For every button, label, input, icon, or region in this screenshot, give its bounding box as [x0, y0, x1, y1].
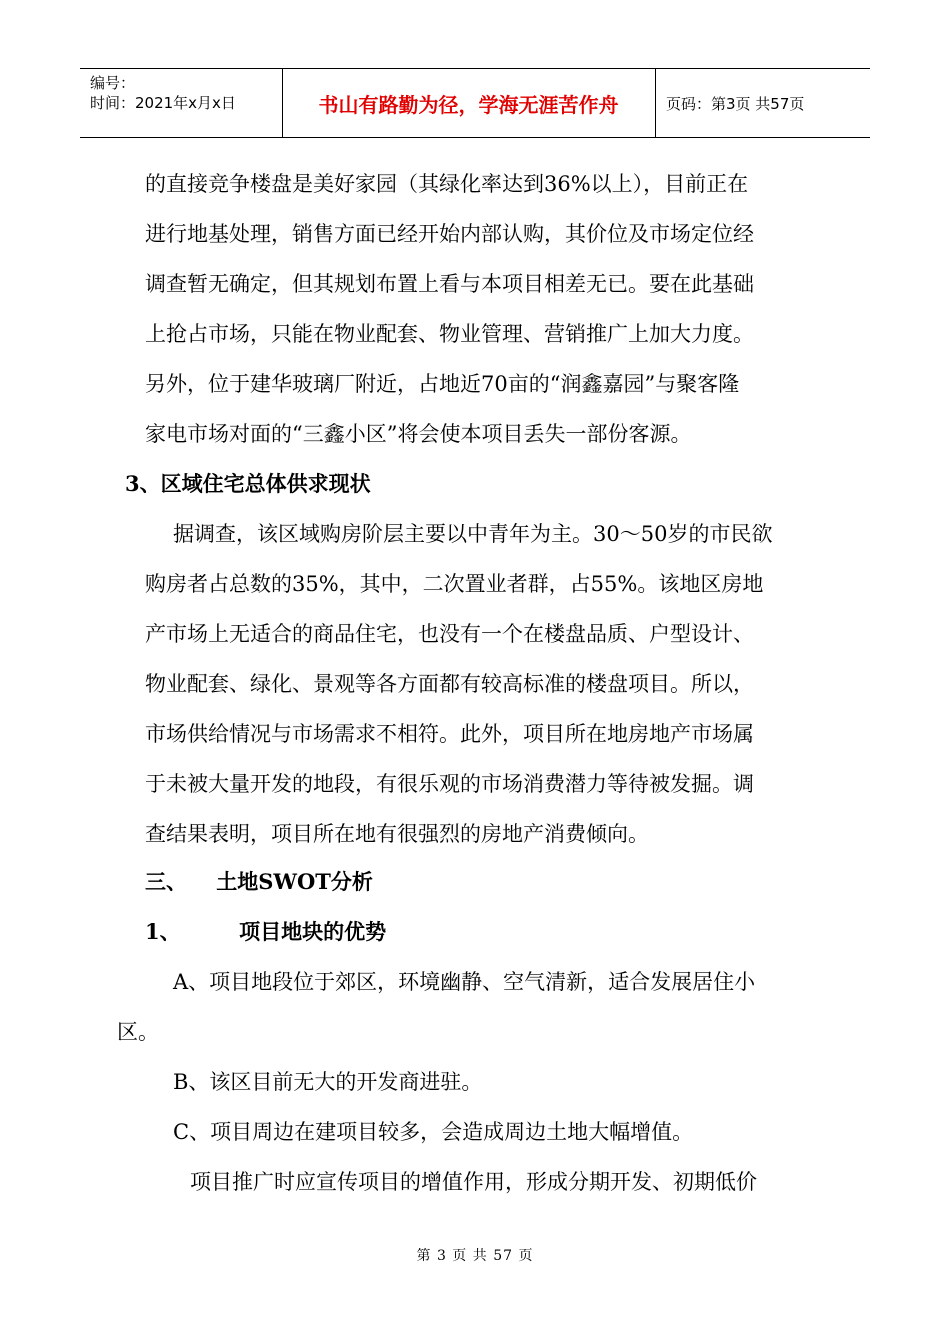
- number-label: 编号：: [90, 74, 136, 92]
- body-line: 市场供给情况与市场需求不相符。此外，项目所在地房地产市场属: [145, 722, 754, 746]
- page-footer: 第 3 页 共 57 页: [416, 1248, 534, 1264]
- body-line: 物业配套、绿化、景观等各方面都有较高标准的楼盘项目。所以，: [145, 672, 754, 696]
- body-line: 上抢占市场，只能在物业配套、物业管理、营销推广上加大力度。: [145, 322, 754, 346]
- body-line: 的直接竞争楼盘是美好家园（其绿化率达到36%以上），目前正在: [145, 172, 749, 196]
- header-page-code: 页码：第3页 共57页: [666, 95, 805, 113]
- body-line: C、项目周边在建项目较多，会造成周边土地大幅增值。: [173, 1120, 694, 1144]
- header-motto: 书山有路勤为径，学海无涯苦作舟: [318, 92, 619, 117]
- subsection-heading: 1、 项目地块的优势: [145, 919, 387, 944]
- body-line: 家电市场对面的“三鑫小区”将会使本项目丢失一部份客源。: [145, 422, 692, 446]
- body-line: 调查暂无确定，但其规划布置上看与本项目相差无已。要在此基础: [145, 272, 754, 296]
- header-divider: [655, 69, 656, 137]
- body-line: 据调查，该区域购房阶层主要以中青年为主。30～50岁的市民欲: [173, 522, 773, 546]
- body-line: 产市场上无适合的商品住宅，也没有一个在楼盘品质、户型设计、: [145, 622, 754, 646]
- document-header: [80, 68, 870, 138]
- body-line: 进行地基处理，销售方面已经开始内部认购，其价位及市场定位经: [145, 222, 754, 246]
- body-line: 另外，位于建华玻璃厂附近，占地近70亩的“润鑫嘉园”与聚客隆: [145, 372, 740, 396]
- body-line: 区。: [117, 1020, 159, 1044]
- body-line: 项目推广时应宣传项目的增值作用，形成分期开发、初期低价: [190, 1170, 757, 1194]
- header-meta: [90, 73, 236, 113]
- body-line: A、项目地段位于郊区，环境幽静、空气清新，适合发展居住小: [173, 970, 756, 994]
- body-line: 查结果表明，项目所在地有很强烈的房地产消费倾向。: [145, 822, 649, 846]
- body-line: 于未被大量开发的地段，有很乐观的市场消费潜力等待被发掘。调: [145, 772, 754, 796]
- chapter-heading: 三、 土地SWOT分析: [145, 869, 373, 894]
- section-heading: 3、区域住宅总体供求现状: [125, 471, 371, 496]
- body-line: 购房者占总数的35%，其中，二次置业者群，占55%。该地区房地: [145, 572, 764, 596]
- body-line: B、该区目前无大的开发商进驻。: [173, 1070, 483, 1094]
- time-label: 时间：2021年x月x日: [90, 94, 236, 112]
